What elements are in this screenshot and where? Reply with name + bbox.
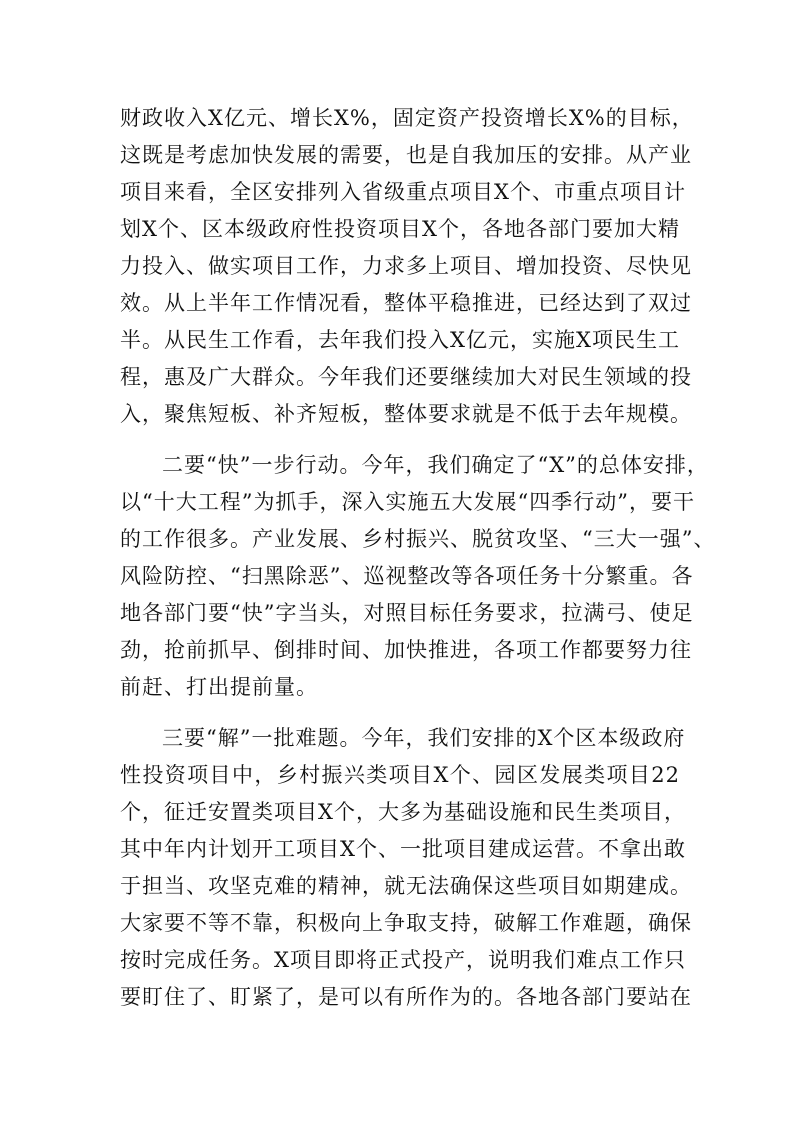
paragraph-line: 三要“解”一批难题。今年，我们安排的X个区本级政府 [162, 726, 686, 750]
paragraph-line: 这既是考虑加快发展的需要，也是自我加压的安排。从产业 [120, 143, 692, 167]
document-page [120, 100, 716, 1016]
paragraph-line: 要盯住了、盯紧了，是可以有所作为的。各地各部门要站在 [120, 985, 692, 1009]
paragraph-line: 按时完成任务。X项目即将正式投产，说明我们难点工作只 [120, 948, 686, 972]
paragraph-2 [120, 447, 716, 706]
paragraph-line: 效。从上半年工作情况看，整体平稳推进，已经达到了双过 [120, 291, 692, 315]
paragraph-line: 其中年内计划开工项目X个、一批项目建成运营。不拿出敢 [120, 837, 686, 861]
paragraph-line: 半。从民生工作看，去年我们投入X亿元，实施X项民生工 [120, 328, 680, 352]
paragraph-line: 二要“快”一步行动。今年，我们确定了“X”的总体安排， [162, 453, 709, 477]
paragraph-3 [120, 720, 692, 1016]
paragraph-line: 个，征迁安置类项目X个，大多为基础设施和民生类项目， [120, 800, 686, 824]
paragraph-line: 地各部门要“快”字当头，对照目标任务要求，拉满弓、使足 [120, 601, 694, 625]
paragraph-line: 划X个、区本级政府性投资项目X个，各地各部门要加大精 [120, 217, 680, 241]
paragraph-1 [120, 100, 694, 433]
paragraph-line: 前赶、打出提前量。 [120, 675, 318, 699]
paragraph-line: 入，聚焦短板、补齐短板，整体要求就是不低于去年规模。 [120, 402, 692, 426]
paragraph-line: 项目来看，全区安排列入省级重点项目X个、市重点项目计 [120, 180, 686, 204]
paragraph-line: 于担当、攻坚克难的精神，就无法确保这些项目如期建成。 [120, 874, 692, 898]
paragraph-line: 力投入、做实项目工作，力求多上项目、增加投资、尽快见 [120, 254, 692, 278]
paragraph-line: 性投资项目中，乡村振兴类项目X个、园区发展类项目22 [120, 763, 680, 787]
paragraph-line: 以“十大工程”为抓手，深入实施五大发展“四季行动”，要干 [120, 490, 695, 514]
paragraph-line: 大家要不等不靠，积极向上争取支持，破解工作难题，确保 [120, 911, 692, 935]
paragraph-line: 风险防控、“扫黑除恶”、巡视整改等各项任务十分繁重。各 [120, 564, 694, 588]
paragraph-line: 财政收入X亿元、增长X%，固定资产投资增长X%的目标， [120, 106, 694, 130]
paragraph-line: 的工作很多。产业发展、乡村振兴、脱贫攻坚、“三大一强”、 [120, 527, 716, 551]
paragraph-line: 程，惠及广大群众。今年我们还要继续加大对民生领域的投 [120, 365, 692, 389]
paragraph-line: 劲，抢前抓早、倒排时间、加快推进，各项工作都要努力往 [120, 638, 692, 662]
